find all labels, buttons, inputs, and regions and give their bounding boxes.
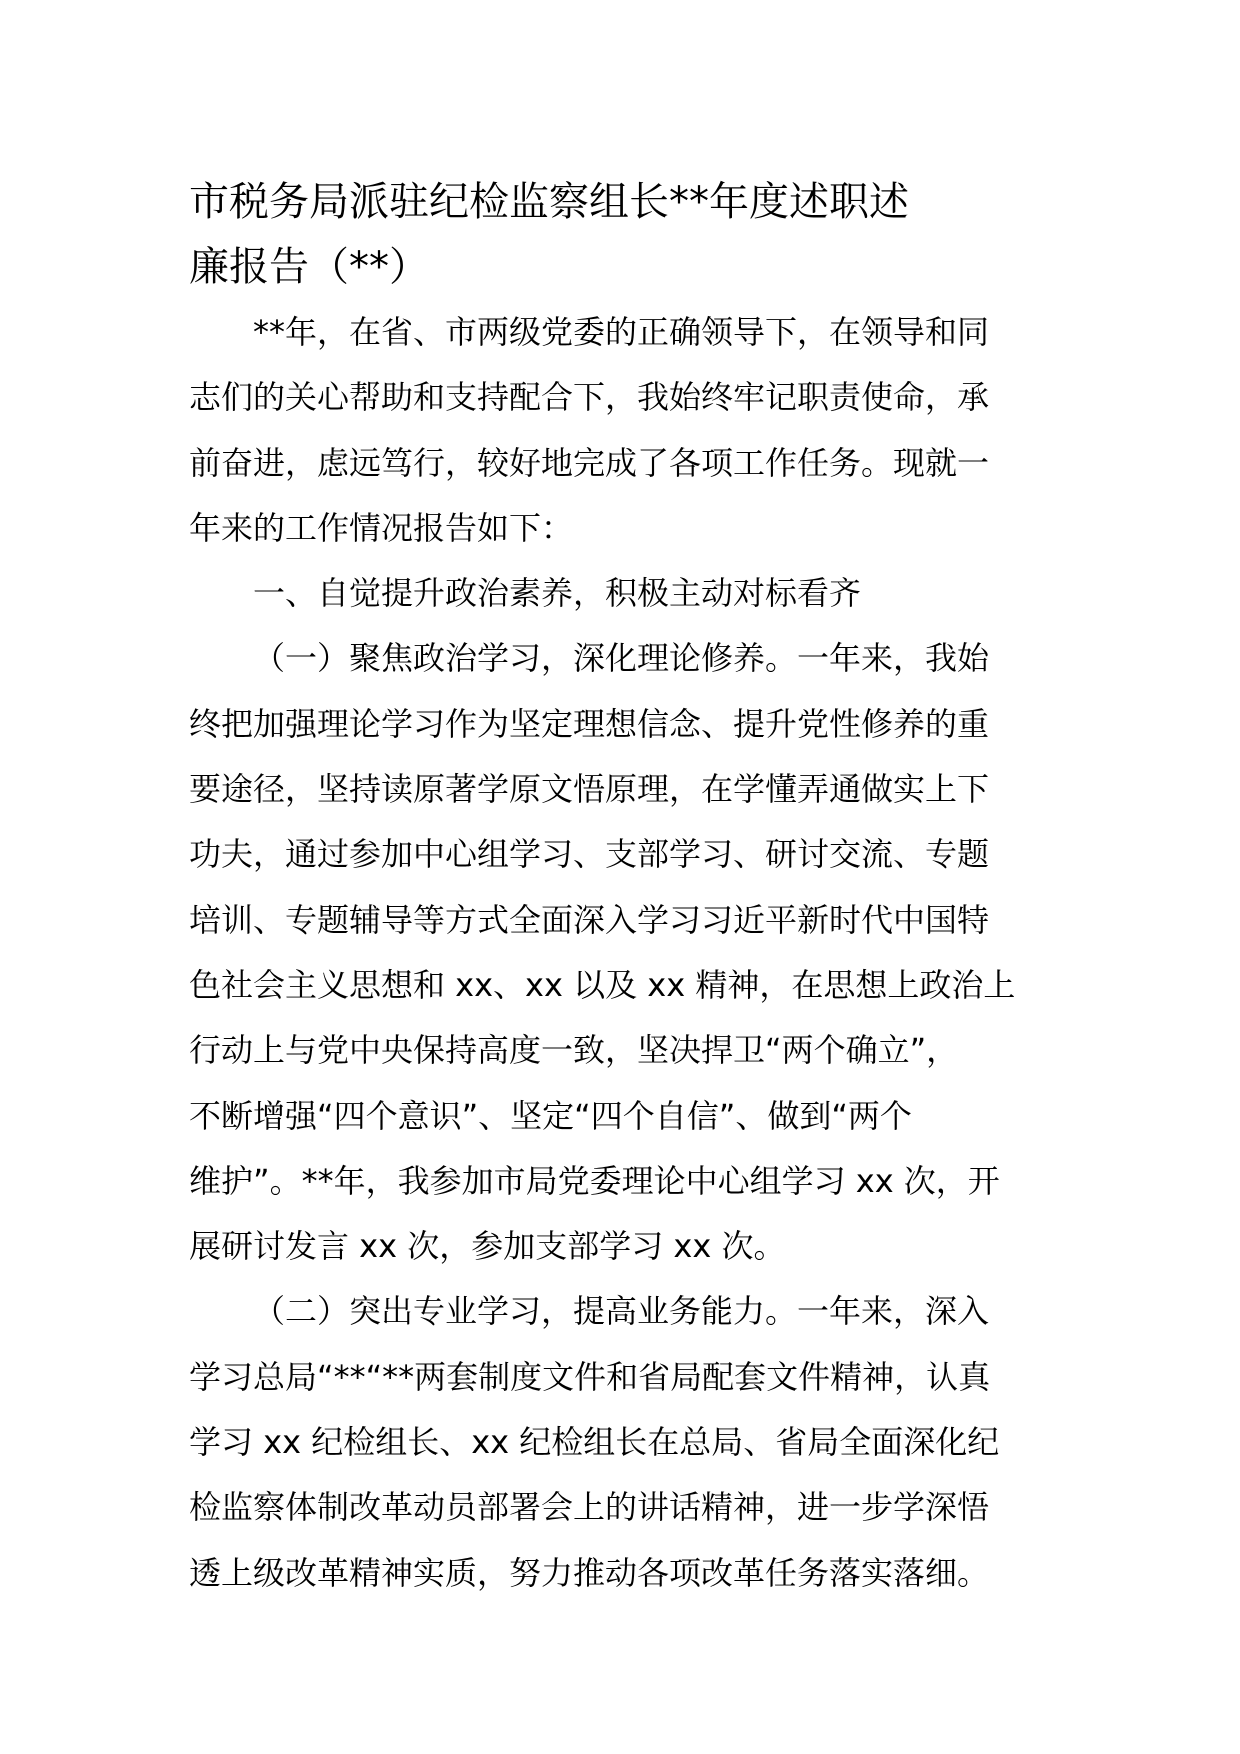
document-body xyxy=(189,300,1059,1606)
text-line: 培训、专题辅导等方式全面深入学习习近平新时代中国特 xyxy=(189,900,990,939)
text-line: （一）聚焦政治学习，深化理论修养。一年来，我始 xyxy=(253,639,990,678)
text-line: 维护”。**年，我参加市局党委理论中心组学习 xx 次，开 xyxy=(189,1161,1000,1200)
title-line: 廉报告（**） xyxy=(189,244,429,290)
text-line: 检监察体制改革动员部署会上的讲话精神，进一步学深悟 xyxy=(189,1488,990,1527)
text-line: **年，在省、市两级党委的正确领导下，在领导和同 xyxy=(253,313,990,351)
text-line: （二）突出专业学习，提高业务能力。一年来，深入 xyxy=(253,1292,990,1331)
paragraph xyxy=(189,1279,1059,1605)
text-line: 不断增强“四个意识”、坚定“四个自信”、做到“两个 xyxy=(189,1096,912,1135)
text-line: 展研讨发言 xx 次，参加支部学习 xx 次。 xyxy=(189,1227,786,1266)
text-line: 行动上与党中央保持高度一致，坚决捍卫“两个确立”， xyxy=(189,1031,959,1070)
document-page xyxy=(189,170,1059,1606)
text-line: 功夫，通过参加中心组学习、支部学习、研讨交流、专题 xyxy=(189,835,990,874)
text-line: 要途径，坚持读原著学原文悟原理，在学懂弄通做实上下 xyxy=(189,770,990,809)
text-line: 一、自觉提升政治素养，积极主动对标看齐 xyxy=(253,574,862,613)
title-line: 市税务局派驻纪检监察组长**年度述职述 xyxy=(189,179,909,225)
section-heading xyxy=(189,561,1059,626)
text-line: 志们的关心帮助和支持配合下，我始终牢记职责使命，承 xyxy=(189,378,990,417)
text-line: 色社会主义思想和 xx、xx 以及 xx 精神，在思想上政治上 xyxy=(189,965,1016,1004)
paragraph xyxy=(189,300,1059,561)
text-line: 终把加强理论学习作为坚定理想信念、提升党性修养的重 xyxy=(189,704,990,743)
document-title xyxy=(189,170,1059,300)
text-line: 前奋进，虑远笃行，较好地完成了各项工作任务。现就一 xyxy=(189,443,990,482)
text-line: 透上级改革精神实质，努力推动各项改革任务落实落细。 xyxy=(189,1553,990,1592)
text-line: 学习 xx 纪检组长、xx 纪检组长在总局、省局全面深化纪 xyxy=(189,1423,1000,1462)
paragraph xyxy=(189,626,1059,1279)
text-line: 年来的工作情况报告如下： xyxy=(189,508,574,547)
text-line: 学习总局“**“**两套制度文件和省局配套文件精神，认真 xyxy=(189,1357,991,1396)
